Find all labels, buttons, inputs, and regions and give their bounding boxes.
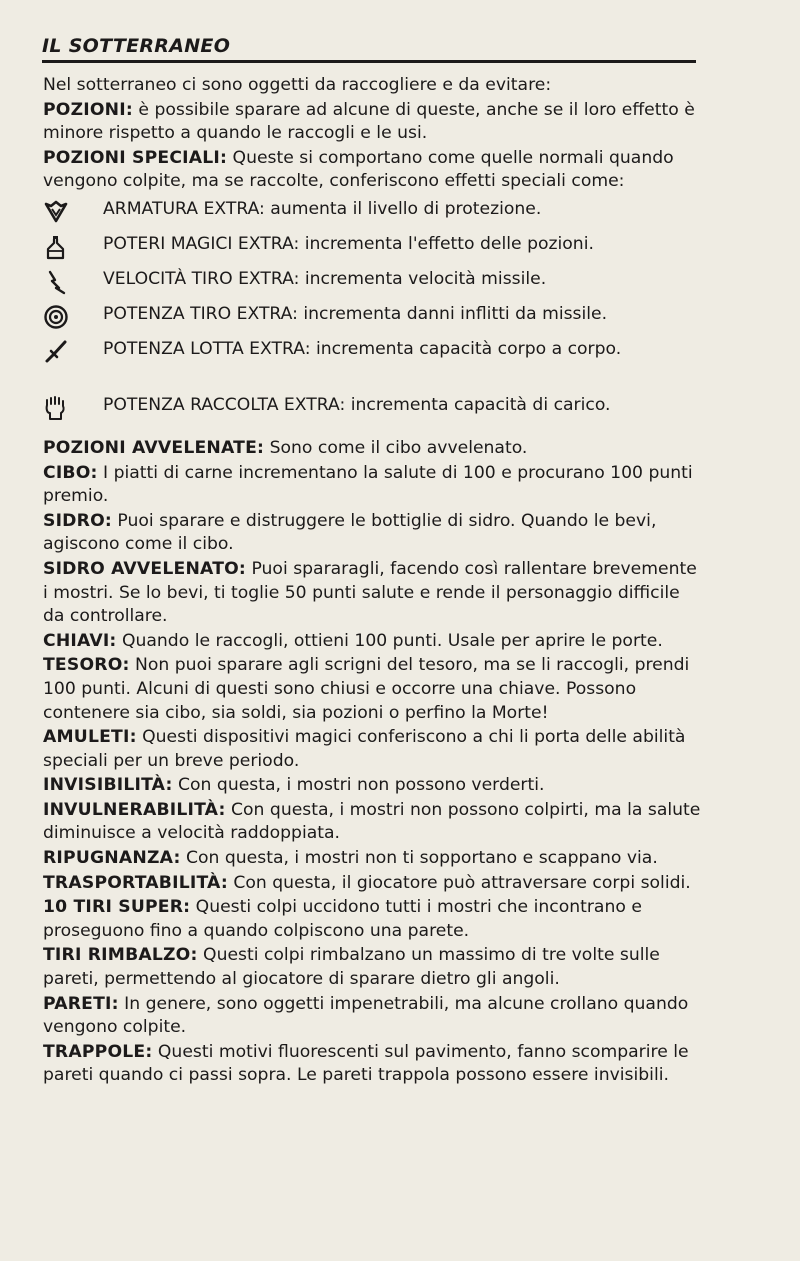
entry-text: Queste si comportano come quelle normali quando vengono colpite, ma se raccolte, conferiscono effetti speciali come: [43, 147, 674, 192]
entry-text: Questi colpi uccidono tutti i mostri che incontrano e proseguono fino a quando colpiscono una parete. [43, 897, 642, 941]
entry-term: POZIONI: [43, 99, 133, 120]
entry-term: TRASPORTABILITÀ: [43, 872, 228, 893]
entry-invulnerabilita [43, 799, 703, 846]
sword-icon [43, 338, 103, 366]
entry-term: SIDRO AVVELENATO: [43, 558, 247, 579]
target-icon [43, 303, 103, 331]
special-item-text: VELOCITÀ TIRO EXTRA: incrementa velocità missile. [103, 268, 547, 289]
special-item-armatura [43, 198, 703, 233]
entry-term: SIDRO: [43, 510, 112, 531]
entry-text: Con questa, i mostri non ti sopportano e scappano via. [180, 848, 658, 869]
hand-icon [43, 394, 103, 422]
entry-tiri-rimbalzo [43, 944, 703, 991]
entry-text: è possibile sparare ad alcune di queste, anche se il loro effetto è minore rispetto a quando le raccogli e le usi. [43, 99, 695, 144]
entry-term: TESORO: [43, 655, 130, 676]
entry-text: Con questa, il giocatore può attraversare corpi solidi. [227, 872, 691, 893]
section-title: IL SOTTERRANEO [42, 35, 231, 57]
entry-text: Questi motivi fluorescenti sul pavimento, fanno scomparire le pareti quando ci passi sopra. Le pareti trappola possono essere invisibili. [43, 1041, 689, 1086]
entry-pozioni [43, 99, 703, 146]
entry-term: CHIAVI: [43, 630, 117, 651]
entry-ripugnanza [43, 847, 703, 871]
entry-term: TRAPPOLE: [43, 1041, 153, 1062]
special-item-poteri-magici [43, 233, 703, 268]
entry-text: Puoi spararagli, facendo così rallentare brevemente i mostri. Se lo bevi, ti toglie 50 punti salute e rende il personaggio difficile da controllare. [43, 558, 697, 627]
entry-term: POZIONI AVVELENATE: [43, 437, 265, 458]
entry-term: TIRI RIMBALZO: [43, 945, 198, 966]
entry-text: Questi dispositivi magici conferiscono a chi li porta delle abilità speciali per un breve periodo. [43, 727, 686, 771]
potion-bottle-icon [43, 233, 103, 261]
entry-sidro-avvelenato [43, 558, 703, 629]
entry-pareti [43, 993, 703, 1040]
entry-term: POZIONI SPECIALI: [43, 147, 228, 168]
section-header [42, 34, 696, 63]
special-item-potenza-tiro [43, 303, 703, 338]
page-content [43, 74, 703, 1089]
special-item-text: ARMATURA EXTRA: aumenta il livello di protezione. [103, 198, 542, 219]
special-item-text: POTENZA LOTTA EXTRA: incrementa capacità corpo a corpo. [103, 338, 622, 359]
entry-term: AMULETI: [43, 727, 137, 748]
entry-text: Puoi sparare e distruggere le bottiglie di sidro. Quando le bevi, agiscono come il cibo. [43, 510, 657, 555]
entry-tesoro [43, 654, 703, 725]
entry-text: Con questa, i mostri non possono colpirti, ma la salute diminuisce a velocità raddoppiata. [43, 799, 701, 844]
entry-term: INVISIBILITÀ: [43, 775, 173, 796]
entry-pozioni-avvelenate [43, 437, 703, 461]
entry-text: I piatti di carne incrementano la salute di 100 e procurano 100 punti premio. [43, 462, 693, 507]
entry-term: INVULNERABILITÀ: [43, 799, 226, 820]
entry-tiri-super [43, 896, 703, 943]
special-item-velocita-tiro [43, 268, 703, 303]
entry-text: Questi colpi rimbalzano un massimo di tre volte sulle pareti, permettendo al giocatore di sparare dietro gli angoli. [43, 945, 660, 990]
entry-invisibilita [43, 774, 703, 798]
lightning-icon [43, 268, 103, 296]
special-item-text: POTERI MAGICI EXTRA: incrementa l'effetto delle pozioni. [103, 233, 594, 254]
special-item-text: POTENZA RACCOLTA EXTRA: incrementa capacità di carico. [103, 394, 611, 415]
entry-sidro [43, 510, 703, 557]
special-item-potenza-lotta [43, 338, 703, 394]
entry-trappole [43, 1041, 703, 1088]
entry-amuleti [43, 726, 703, 773]
entry-text: Sono come il cibo avvelenato. [264, 437, 528, 458]
entry-trasportabilita [43, 872, 703, 896]
special-item-potenza-raccolta [43, 394, 703, 429]
entry-text: Non puoi sparare agli scrigni del tesoro, ma se li raccogli, prendi 100 punti. Alcuni di questi sono chiusi e occorre una chiave. Possono contenere sia cibo, sia soldi, sia pozioni o perfino la Morte! [43, 655, 690, 723]
entry-cibo [43, 462, 703, 509]
entry-term: CIBO: [43, 462, 98, 483]
entry-chiavi [43, 630, 703, 654]
entry-term: 10 TIRI SUPER: [43, 897, 191, 918]
special-item-text: POTENZA TIRO EXTRA: incrementa danni inflitti da missile. [103, 303, 608, 324]
entry-text: Quando le raccogli, ottieni 100 punti. Usale per aprire le porte. [116, 630, 663, 651]
entry-text: Con questa, i mostri non possono verderti. [172, 775, 545, 796]
entry-term: PARETI: [43, 993, 119, 1014]
intro-paragraph: Nel sotterraneo ci sono oggetti da raccogliere e da evitare: [43, 75, 552, 95]
entry-text: In genere, sono oggetti impenetrabili, ma alcune crollano quando vengono colpite. [43, 993, 689, 1038]
shield-icon [43, 198, 103, 226]
special-effects-list [43, 198, 703, 429]
entry-pozioni-speciali [43, 147, 703, 194]
entry-term: RIPUGNANZA: [43, 848, 181, 869]
